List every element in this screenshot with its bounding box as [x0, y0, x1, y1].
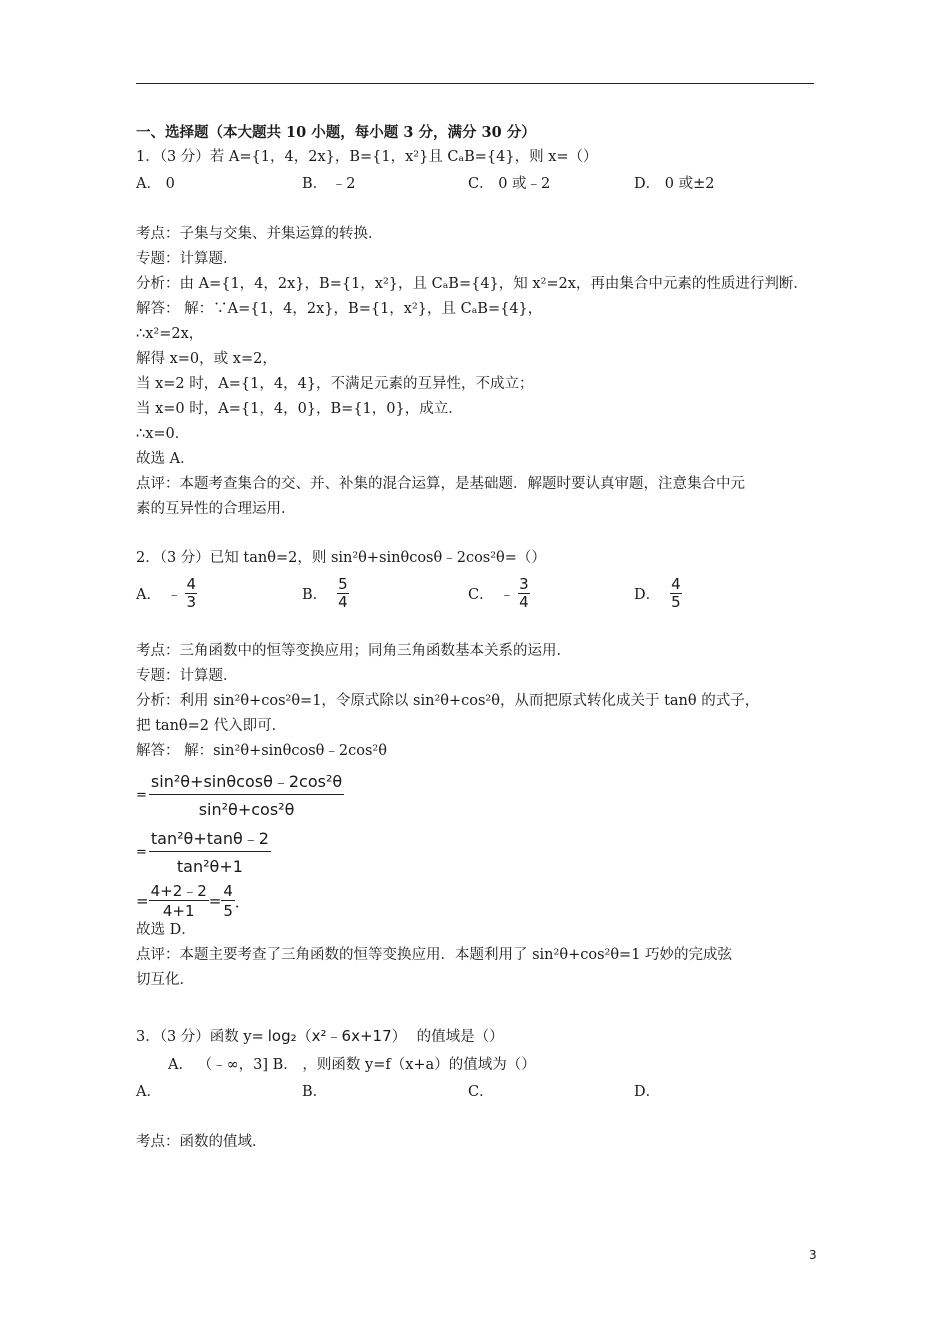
q1-dianping-2: 素的互异性的合理运用． — [136, 501, 296, 517]
q2-option-a: A． ﹣ $\frac{4}{3}$ — [136, 574, 197, 611]
section-title: 一、选择题（本大题共 10 小题，每小题 3 分，满分 30 分） — [136, 124, 536, 141]
q2-answer: 故选 D． — [136, 922, 196, 938]
q3-log-expression: log₂（x²﹣6x+17） — [267, 1026, 407, 1045]
q2-fenxi-2: 把 tanθ=2 代入即可． — [136, 718, 287, 734]
q2-formula-1-numerator: sin²θ+sinθcosθ﹣2cos²θ — [149, 770, 344, 795]
q2-formula-3: = $\frac{4+2﹣2}{4+1}$ = $\frac{4}{5}$ ． — [136, 881, 250, 920]
q2-formula-2: = $\frac{\text{tan²θ+tanθ﹣2}}{\text{tan²θ+1}}$ — [136, 829, 269, 876]
q2-option-c: C． ﹣ $\frac{3}{4}$ — [468, 574, 529, 611]
q2-option-a-fraction: $\frac{4}{3}$ — [186, 574, 197, 611]
q3-option-c: C． — [468, 1084, 494, 1100]
q2-zhuanti: 专题：计算题． — [136, 668, 238, 684]
q2-formula-1-denominator: sin²θ+cos²θ — [198, 800, 295, 819]
q1-jieda: 解答： 解：∵A={1，4，2x}，B={1，x²}，且 CₐB={4}， — [136, 301, 543, 317]
q2-option-c-fraction: $\frac{3}{4}$ — [519, 574, 529, 611]
document-page — [136, 120, 816, 1155]
q1-fenxi: 分析：由 A={1，4，2x}，B={1，x²}，且 CₐB={4}，知 x²=2x，再由集合中元素的性质进行判断． — [136, 276, 808, 292]
q2-fenxi-1: 分析：利用 sin²θ+cos²θ=1，令原式除以 sin²θ+cos²θ，从而把原式转化成关于 tanθ 的式子， — [136, 693, 760, 709]
q2-option-d-fraction: $\frac{4}{5}$ — [671, 574, 681, 611]
q1-step-5: ∴x=0． — [136, 426, 190, 442]
q1-dianping-1: 点评：本题考查集合的交、并、补集的混合运算，是基础题．解题时要认真审题，注意集合中元 — [136, 476, 745, 492]
q2-dianping-1: 点评：本题主要考查了三角函数的恒等变换应用．本题利用了 sin²θ+cos²θ=1 巧妙的完成弦 — [136, 947, 733, 963]
q1-step-3: 当 x=2 时，A={1，4，4}，不满足元素的互异性，不成立； — [136, 376, 534, 392]
q1-option-d: D． 0 或±2 — [634, 176, 715, 192]
q1-option-a: A． 0 — [136, 176, 175, 192]
q3-option-b: B． — [302, 1084, 328, 1100]
q1-option-c: C． 0 或﹣2 — [468, 176, 551, 192]
q2-formula-2-numerator: tan²θ+tanθ﹣2 — [149, 827, 271, 852]
q2-stem: 2．（3 分）已知 tanθ=2，则 sin²θ+sinθcosθ﹣2cos²θ=（） — [136, 550, 546, 566]
q1-step-1: ∴x²=2x， — [136, 326, 204, 342]
q3-options — [136, 1078, 816, 1106]
q2-jieda: 解答： 解：sin²θ+sinθcosθ﹣2cos²θ — [136, 743, 387, 759]
q1-kaodian: 考点：子集与交集、并集运算的转换． — [136, 226, 383, 242]
header-rule — [136, 83, 814, 84]
q2-kaodian: 考点：三角函数中的恒等变换应用；同角三角函数基本关系的运用． — [136, 643, 571, 659]
q3-option-d: D． — [634, 1084, 661, 1100]
q1-stem: 1．（3 分）若 A={1，4，2x}，B={1，x²}且 CₐB={4}，则 x=（） — [136, 149, 598, 165]
q1-step-2: 解得 x=0，或 x=2， — [136, 351, 277, 367]
q2-dianping-2: 切互化． — [136, 972, 194, 988]
page-number: 3 — [809, 1248, 817, 1262]
q3-line-2: A． （﹣∞，3] B． ，则函数 y=f（x+a）的值域为（） — [168, 1057, 536, 1073]
q1-step-4: 当 x=0 时，A={1，4，0}，B={1，0}，成立． — [136, 401, 463, 417]
q2-formula-2-denominator: tan²θ+1 — [176, 857, 243, 876]
q2-option-b-fraction: $\frac{5}{4}$ — [338, 574, 348, 611]
q2-formula-1: = $\frac{\text{sin²θ+sinθcosθ﹣2cos²θ}}{\text{sin²θ+cos²θ}}$ — [136, 772, 343, 819]
q2-option-d: D． $\frac{4}{5}$ — [634, 574, 681, 611]
q2-options — [136, 571, 816, 615]
q1-options — [136, 170, 816, 198]
q3-option-a: A． — [136, 1084, 161, 1100]
q3-stem: 3．（3 分）函数 y= log₂（x²﹣6x+17） 的值域是（） — [136, 1026, 504, 1045]
q1-answer: 故选 A． — [136, 451, 195, 467]
q3-kaodian: 考点：函数的值域． — [136, 1134, 267, 1150]
q2-option-b: B． $\frac{5}{4}$ — [302, 574, 348, 611]
q1-option-b: B． ﹣2 — [302, 176, 356, 192]
q1-zhuanti: 专题：计算题． — [136, 251, 238, 267]
